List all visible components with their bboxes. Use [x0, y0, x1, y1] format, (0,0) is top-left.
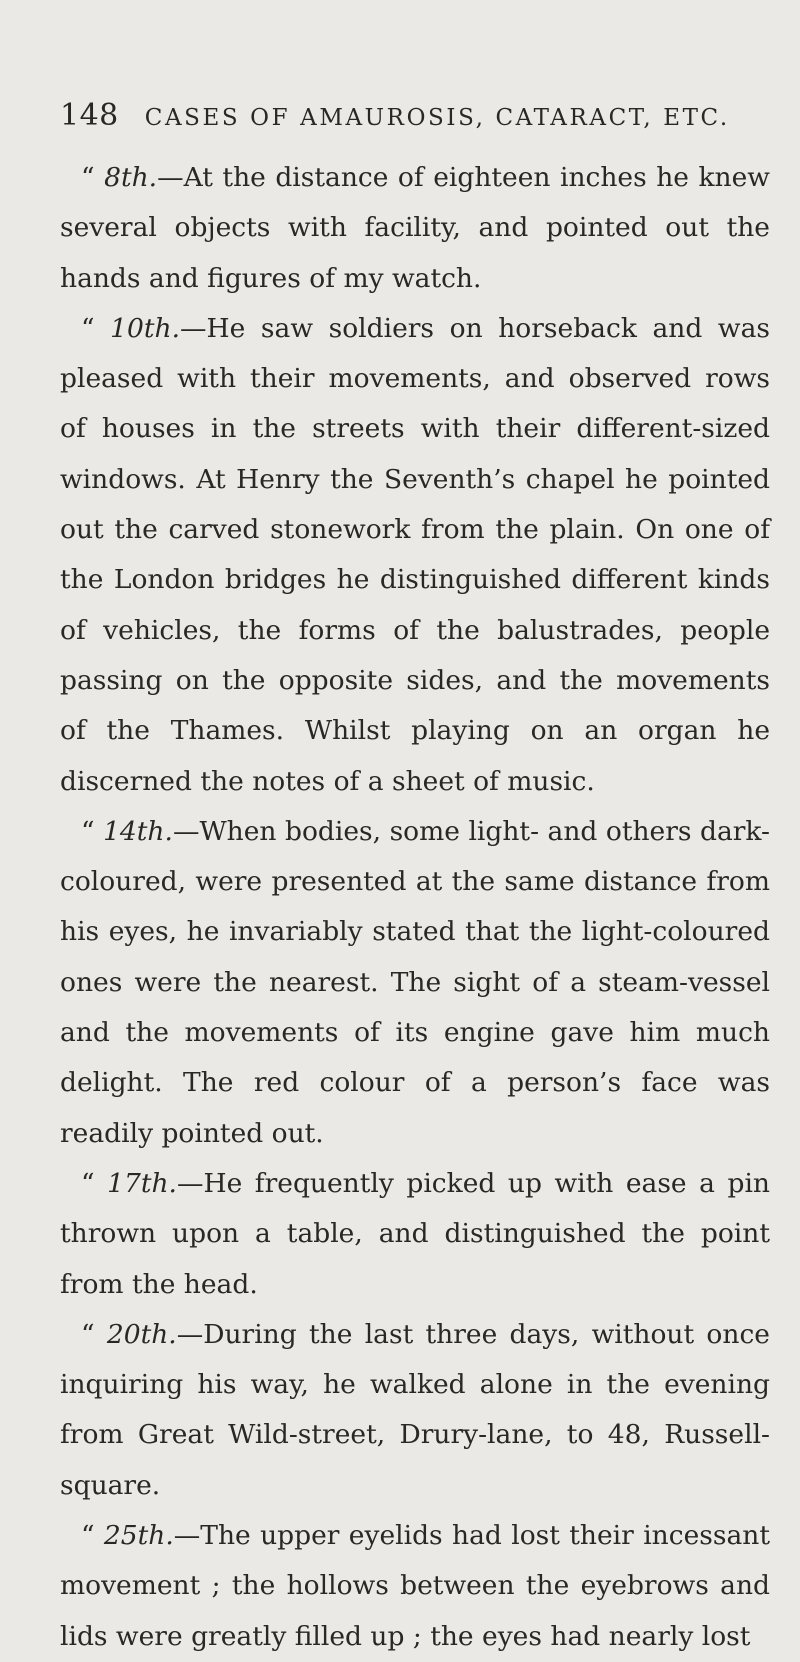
running-title: CASES OF AMAUROSIS, CATARACT, ETC. [144, 105, 730, 131]
opening-quote: “ [81, 815, 104, 847]
opening-quote: “ [81, 312, 111, 344]
paragraph-text: —At the distance of eighteen inches he knew several objects with facility, and pointed out the hands and figures of my watch. [60, 162, 770, 294]
body-text [60, 153, 770, 1662]
entry-date: 10th. [110, 312, 181, 344]
running-head [60, 98, 770, 133]
opening-quote: “ [81, 1167, 108, 1199]
paragraph-text: —When bodies, some light- and others dark-coloured, were presented at the same distance from his eyes, he invariably stated that the light-coloured ones were the nearest. The sight of a steam-vessel and the movements of its engine gave him much delight. The red colour of a person’s face was readily pointed out. [60, 815, 770, 1149]
paragraph-text: —The upper eyelids had lost their incessant movement ; the hollows between the eyebrows and lids were greatly filled up ; the eyes had nearly lost [60, 1520, 770, 1652]
entry-date: 17th. [107, 1167, 177, 1199]
paragraph-20th [60, 1310, 770, 1511]
paragraph-text: —During the last three days, without once inquiring his way, he walked alone in the evening from Great Wild-street, Drury-lane, to 48, Russell-square. [60, 1318, 770, 1501]
paragraph-10th [60, 304, 770, 807]
opening-quote: “ [81, 162, 105, 193]
entry-date: 20th. [106, 1318, 177, 1350]
paragraph-25th [60, 1511, 770, 1662]
entry-date: 8th. [104, 162, 158, 193]
opening-quote: “ [81, 1318, 107, 1350]
paragraph-text: —He saw soldiers on horseback and was pleased with their movements, and observed rows of houses in the streets with their different-sized windows. At Henry the Seventh’s chapel he pointed out the carved stonework from the plain. On one of the London bridges he distinguished different kinds of vehicles, the forms of the balustrades, people passing on the opposite sides, and the movements of the Thames. Whilst playing on an organ he discerned the notes of a sheet of music. [60, 312, 770, 797]
opening-quote: “ [81, 1520, 104, 1552]
page-number: 148 [60, 98, 119, 133]
paragraph-17th [60, 1159, 770, 1310]
paragraph-14th [60, 807, 770, 1159]
paragraph-text: —He frequently picked up with ease a pin thrown upon a table, and distinguished the point from the head. [60, 1167, 770, 1300]
paragraph-8th [60, 153, 770, 304]
entry-date: 14th. [103, 815, 173, 847]
entry-date: 25th. [103, 1520, 174, 1552]
